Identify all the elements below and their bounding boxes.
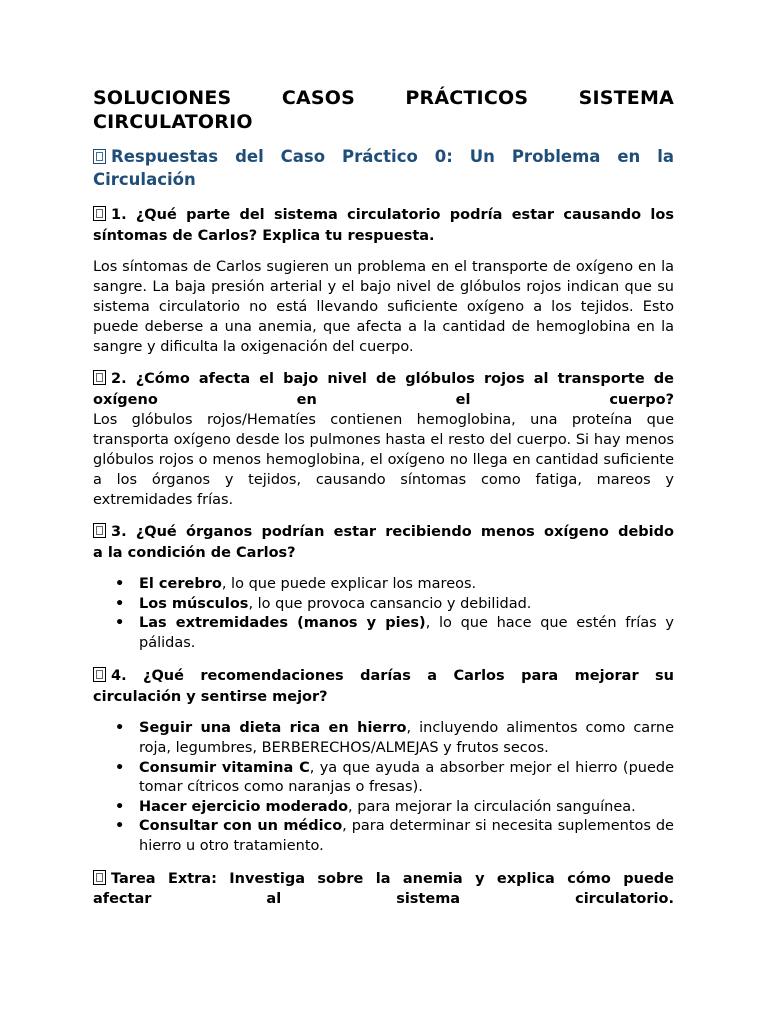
question-1 bbox=[93, 205, 674, 246]
question-2-line2: oxígeno en el cuerpo? bbox=[93, 391, 674, 408]
checkbox-marker-icon bbox=[93, 206, 106, 221]
checkbox-marker-icon bbox=[93, 667, 106, 682]
checkbox-marker-icon bbox=[93, 370, 106, 385]
question-4-line1 bbox=[93, 666, 674, 687]
bullet-icon: • bbox=[115, 798, 125, 815]
document-title-line1: SOLUCIONES CASOS PRÁCTICOS SISTEMA bbox=[93, 87, 674, 109]
question-4-line1-text: 4. ¿Qué recomendaciones darías a Carlos para mejorar su bbox=[111, 668, 674, 685]
bullet-icon: • bbox=[115, 759, 125, 776]
bullet-icon: • bbox=[115, 595, 125, 612]
list-item-bold: Seguir una dieta rica en hierro bbox=[139, 720, 407, 737]
list-item bbox=[93, 798, 674, 818]
list-item-bold: Las extremidades (manos y pies) bbox=[139, 615, 426, 632]
list-item-text: , incluyendo alimentos como carne roja, legumbres, BERBERECHOS/ALMEJAS y frutos secos. bbox=[139, 720, 674, 756]
question-4-line2: circulación y sentirse mejor? bbox=[93, 688, 328, 705]
list-item bbox=[93, 575, 674, 595]
question-3-line1 bbox=[93, 522, 674, 543]
list-item bbox=[93, 759, 674, 798]
question-3-list bbox=[93, 575, 674, 653]
checkbox-marker-icon bbox=[93, 149, 106, 164]
section-heading-line2: Circulación bbox=[93, 170, 196, 189]
section-heading bbox=[93, 145, 674, 191]
question-2-line1-text: 2. ¿Cómo afecta el bajo nivel de glóbulos rojos al transporte de bbox=[111, 371, 674, 387]
bullet-icon: • bbox=[115, 576, 125, 592]
bullet-icon: • bbox=[115, 720, 125, 737]
list-item bbox=[93, 595, 674, 615]
checkbox-marker-icon bbox=[93, 870, 106, 885]
question-3-line1-text: 3. ¿Qué órganos podrían estar recibiendo menos oxígeno debido bbox=[111, 524, 674, 540]
answer-1: Los síntomas de Carlos sugieren un problema en el transporte de oxígeno en la sangre. La baja presión arterial y el bajo nivel de glóbulos rojos indican que su sistema circulatorio no está llevando suficiente oxígeno a los tejidos. Esto puede deberse a una anemia, que afecta a la cantidad de hemoglobina en la sangre y dificulta la oxigenación del cuerpo. bbox=[93, 259, 674, 355]
bullet-icon: • bbox=[115, 818, 125, 835]
answer-2: Los glóbulos rojos/Hematíes contienen hemoglobina, una proteína que transporta oxígeno desde los pulmones hasta el resto del cuerpo. Si hay menos glóbulos rojos o menos hemoglobina, el oxígeno no llega en cantidad suficiente a los órganos y tejidos, causando síntomas como fatiga, mareos y extremidades frías. bbox=[93, 412, 674, 508]
list-item-text: , lo que puede explicar los mareos. bbox=[221, 576, 477, 592]
extra-task bbox=[93, 869, 674, 910]
list-item bbox=[93, 719, 674, 758]
list-item-bold: Consumir vitamina C bbox=[139, 759, 310, 776]
document-title-line2: CIRCULATORIO bbox=[93, 111, 253, 133]
question-1-line1 bbox=[93, 205, 674, 226]
document-title bbox=[93, 86, 674, 134]
question-4-list bbox=[93, 719, 674, 856]
question-3 bbox=[93, 522, 674, 563]
question-4 bbox=[93, 666, 674, 707]
list-item bbox=[93, 614, 674, 653]
section-heading-line1-text: Respuestas del Caso Práctico 0: Un Problema en la bbox=[111, 147, 674, 166]
question-1-line1-text: 1. ¿Qué parte del sistema circulatorio podría estar causando los bbox=[111, 207, 674, 223]
list-item-text: , ya que ayuda a absorber mejor el hierro (puede tomar cítricos como naranjas o fresas). bbox=[139, 759, 675, 796]
question-2 bbox=[93, 369, 674, 410]
list-item-text: , para mejorar la circulación sanguínea. bbox=[348, 798, 636, 815]
list-item-text: , lo que hace que estén frías y pálidas. bbox=[139, 615, 674, 651]
list-item bbox=[93, 817, 674, 856]
question-1-line2: síntomas de Carlos? Explica tu respuesta. bbox=[93, 227, 435, 244]
question-2-line1 bbox=[93, 369, 674, 390]
section-heading-line1 bbox=[93, 145, 674, 168]
question-3-line2: a la condición de Carlos? bbox=[93, 544, 296, 561]
document-page bbox=[93, 86, 674, 910]
list-item-bold: Los músculos bbox=[139, 595, 249, 612]
list-item-text: , para determinar si necesita suplementos de hierro u otro tratamiento. bbox=[139, 818, 674, 854]
extra-task-line2: afectar al sistema circulatorio. bbox=[93, 891, 674, 908]
extra-task-line1-text: Tarea Extra: Investiga sobre la anemia y explica cómo puede bbox=[111, 870, 674, 887]
list-item-bold: El cerebro bbox=[139, 576, 222, 592]
list-item-bold: Consultar con un médico bbox=[139, 818, 343, 835]
list-item-bold: Hacer ejercicio moderado bbox=[139, 798, 349, 815]
list-item-text: , lo que provoca cansancio y debilidad. bbox=[248, 595, 532, 612]
bullet-icon: • bbox=[115, 615, 125, 632]
checkbox-marker-icon bbox=[93, 523, 106, 538]
extra-task-line1 bbox=[93, 869, 674, 890]
